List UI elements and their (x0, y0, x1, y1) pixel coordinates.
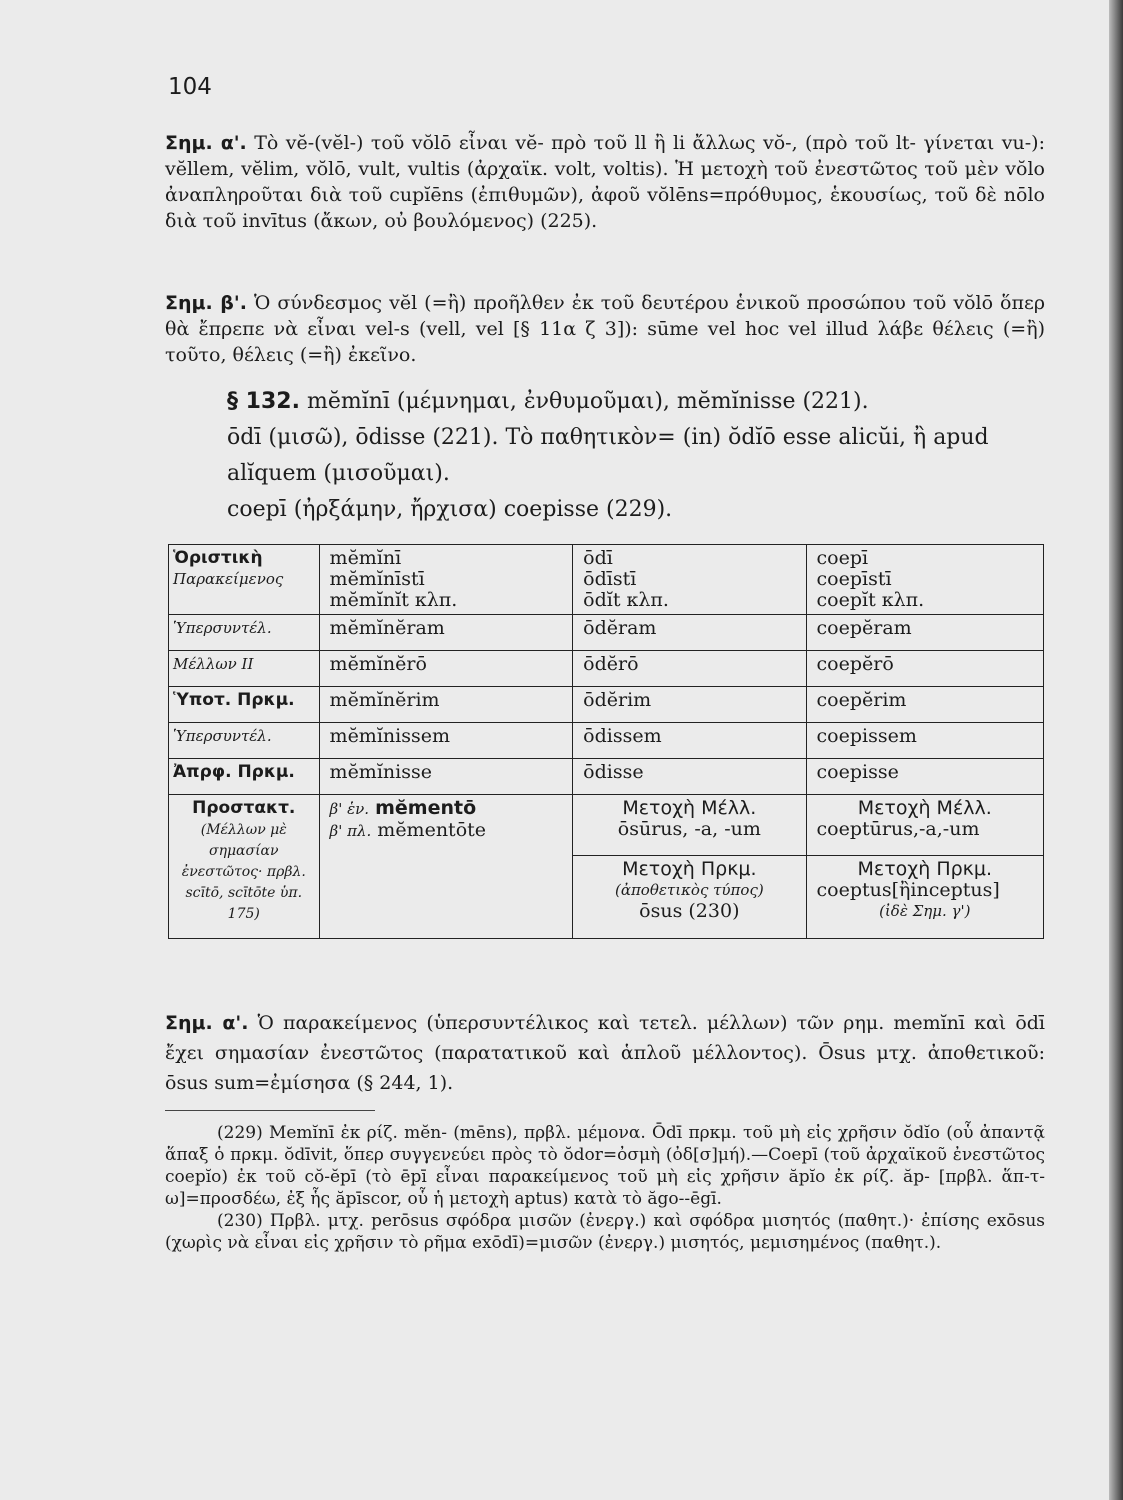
footnote-230: (230) Πρβλ. μτχ. perōsus σφόδρα μισῶν (ἐνεργ.) καὶ σφόδρα μισητός (παθητ.)· ἐπίσης exōsus (χωρὶς νὰ εἶναι εἰς χρῆσιν τὸ ρῆμα exōdī)=μισῶν (ἐνεργ.) μισητός, μεμισημένος (παθητ.). (165, 1211, 1045, 1253)
memini-cell: mĕmĭnissem (319, 723, 573, 759)
coepi-perf-participle: Μετοχὴ Πρκμ. coeptus[ἢinceptus] (ἰδὲ Σημ. γ') (806, 856, 1043, 939)
row-label: Ὑποτ. Πρκμ. (169, 687, 320, 723)
memini-cell: mĕmĭnī mĕmĭnīstī mĕmĭnĭt κλπ. (319, 545, 573, 615)
odi-cell: ōdissem (573, 723, 806, 759)
memini-cell: mĕmĭnisse (319, 759, 573, 795)
memini-cell: mĕmĭnĕrim (319, 687, 573, 723)
table-row (169, 759, 1044, 795)
odi-cell: ōdĕrō (573, 651, 806, 687)
table-row (169, 545, 1044, 615)
row-label: Μέλλων ΙΙ (169, 651, 320, 687)
section-line-1: mĕmĭnī (μέμνημαι, ἐνθυμοῦμαι), mĕmĭnisse (221). (306, 389, 869, 414)
footnotes (165, 1122, 1045, 1254)
table-row (169, 687, 1044, 723)
imperative-sg: mĕmentō (375, 797, 477, 819)
page-edge-shadow (1109, 0, 1123, 1500)
table-row (169, 723, 1044, 759)
row-label: Ὑπερσυντέλ. (169, 615, 320, 651)
table-row (169, 615, 1044, 651)
note-a (165, 130, 1045, 234)
coepi-cell: coepĕrim (806, 687, 1043, 723)
row-label: Ὑπερσυντέλ. (169, 723, 320, 759)
imperative-forms: β' ἑν. mĕmentō β' πλ. mĕmentōte (319, 795, 573, 939)
imperative-pl: mĕmentōte (377, 819, 487, 841)
odi-cell: ōdĕrim (573, 687, 806, 723)
section-line-2: ōdī (μισῶ), ōdisse (221). Τὸ παθητικὸν= (in) ŏdĭō esse alicŭi, ἢ apud alĭquem (μισοῦμαι). (227, 425, 989, 486)
odi-cell: ōdisse (573, 759, 806, 795)
coepi-cell: coepĕram (806, 615, 1043, 651)
conjugation-table (168, 544, 1044, 939)
section-number: § 132. (227, 389, 300, 414)
table-row (169, 651, 1044, 687)
imperative-note: (Μέλλων μὲ σημασίαν ἐνεστῶτος· πρβλ. scītō, scītōte ὑπ. 175) (181, 822, 306, 922)
section-132 (165, 384, 1045, 528)
section-line-3: coepī (ἠρξάμην, ἤρχισα) coepisse (229). (227, 497, 673, 522)
coepi-cell: coepisse (806, 759, 1043, 795)
memini-cell: mĕmĭnĕram (319, 615, 573, 651)
row-label: Ἀπρφ. Πρκμ. (169, 759, 320, 795)
odi-cell: ōdĕram (573, 615, 806, 651)
note-b-text: Ὁ σύνδεσμος vĕl (=ἢ) προῆλθεν ἐκ τοῦ δευτέρου ἑνικοῦ προσώπου τοῦ vŏlō ὅπερ θὰ ἔπρεπε νὰ εἶναι vel-s (vell, vel [§ 11α ζ 3]): sūme vel hoc vel illud λάβε θέλεις (=ἢ) τοῦτο, θέλεις (=ἢ) ἐκεῖνο. (165, 292, 1045, 366)
odi-perf-participle: Μετοχὴ Πρκμ. (ἀποθετικὸς τύπος) ōsus (230) (573, 856, 806, 939)
coepi-cell: coepissem (806, 723, 1043, 759)
footnote-229: (229) Memĭnī ἐκ ρίζ. mĕn- (mēns), πρβλ. μέμονα. Ōdī πρκμ. τοῦ μὴ εἰς χρῆσιν ŏdĭo (οὗ ἀπαντᾷ ἅπαξ ὁ πρκμ. ŏdīvit, ὅπερ συγγενεύει πρὸς τὸ ŏdor=ὀσμὴ (ὀδ[σ]μή).—Coepī (τοῦ ἀρχαϊκοῦ ἐνεστῶτος coepĭo) ἐκ τοῦ cŏ-ĕpī (τὸ ēpī εἶναι παρακείμενος τοῦ μὴ εἰς χρῆσιν ăpĭo ἐκ ρίζ. ăp- [πρβλ. ἅπ-τ-ω]=προσδέω, ἐξ ἧς ăpīscor, οὗ ἡ μετοχὴ aptus) κατὰ τὸ ăgo--ēgī. (165, 1123, 1045, 1209)
note-a-label: Σημ. α'. (165, 132, 247, 154)
note-a2-text: Ὁ παρακείμενος (ὑπερσυντέλικος καὶ τετελ. μέλλων) τῶν ρημ. memĭnī καὶ ōdī ἔχει σημασίαν ἐνεστῶτος (παρατατικοῦ καὶ ἁπλοῦ μέλλοντος). Ōsus μτχ. ἀποθετικοῦ: ōsus sum=ἐμίσησα (§ 244, 1). (165, 1012, 1045, 1094)
note-a-text: Τὸ vĕ-(vĕl-) τοῦ vŏlō εἶναι vĕ- πρὸ τοῦ ll ἢ li ἄλλως vŏ-, (πρὸ τοῦ lt- γίνεται vu-): vĕllem, vĕlim, vŏlō, vult, vultis (ἀρχαϊκ. volt, voltis). Ἡ μετοχὴ τοῦ ἐνεστῶτος τοῦ μὲν vŏlo ἀναπληροῦται διὰ τοῦ cupĭēns (ἐπιθυμῶν), ἀφοῦ vŏlēns=πρόθυμος, ἑκουσίως, τοῦ δὲ nōlo διὰ τοῦ invītus (ἄκων, οὐ βουλόμενος) (225). (165, 132, 1045, 232)
row-label: Ὁριστικὴ Παρακείμενος (169, 545, 320, 615)
note-b-label: Σημ. β'. (165, 292, 247, 314)
coepi-cell: coepĕrō (806, 651, 1043, 687)
memini-cell: mĕmĭnĕrō (319, 651, 573, 687)
page-number: 104 (168, 74, 212, 100)
note-a-second (165, 1008, 1045, 1098)
footnote-divider (165, 1110, 375, 1111)
note-b (165, 290, 1045, 368)
coepi-cell: coepī coepīstī coepĭt κλπ. (806, 545, 1043, 615)
note-a2-label: Σημ. α'. (165, 1012, 249, 1034)
odi-fut-participle: Μετοχὴ Μέλλ. ōsūrus, -a, -um (573, 795, 806, 856)
odi-cell: ōdī ōdīstī ōdĭt κλπ. (573, 545, 806, 615)
table-row (169, 795, 1044, 856)
imperative-label: Προστακτ. (Μέλλων μὲ σημασίαν ἐνεστῶτος· πρβλ. scītō, scītōte ὑπ. 175) (169, 795, 320, 939)
coepi-fut-participle: Μετοχὴ Μέλλ. coeptūrus,-a,-um (806, 795, 1043, 856)
